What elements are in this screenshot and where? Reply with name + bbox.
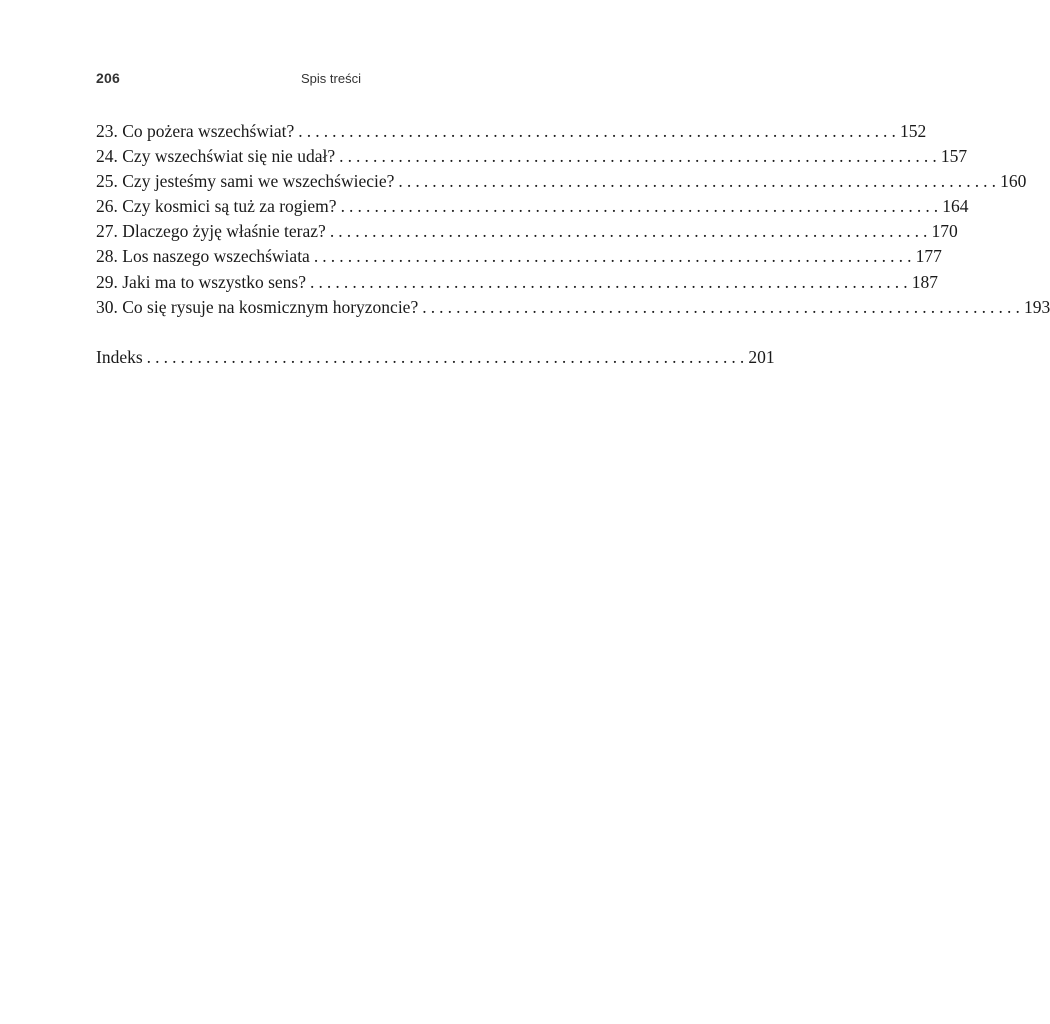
toc-entry-23: [96, 119, 927, 144]
toc-entry-title: 30. Co się rysuje na kosmicznym horyzoncie?: [96, 296, 419, 317]
toc-entry-page: 187: [911, 271, 938, 292]
toc-entry-title: 24. Czy wszechświat się nie udał?: [96, 146, 336, 167]
toc-entry-30: [96, 295, 1050, 320]
toc-entry-page: 152: [900, 121, 927, 141]
toc-entry-title: 25. Czy jesteśmy sami we wszechświecie?: [96, 171, 395, 192]
dot-leader: .......................................................................: [146, 346, 749, 367]
table-of-contents: [96, 119, 1050, 370]
toc-entry-page: 160: [1000, 171, 1027, 192]
toc-entry-title: 29. Jaki ma to wszystko sens?: [96, 271, 306, 292]
toc-entry-24: [96, 144, 968, 169]
page-number: 206: [96, 70, 120, 86]
dot-leader: .......................................................................: [298, 121, 900, 141]
dot-leader: .......................................................................: [329, 221, 932, 242]
toc-entry-title: 26. Czy kosmici są tuż za rogiem?: [96, 196, 337, 217]
dot-leader: .......................................................................: [398, 171, 1001, 192]
toc-entry-page: 157: [940, 146, 968, 167]
toc-entry-page: 164: [942, 196, 969, 217]
dot-leader: .......................................................................: [313, 246, 916, 267]
dot-leader: .......................................................................: [339, 146, 941, 167]
toc-entry-25: [96, 169, 1027, 194]
toc-entry-page: 177: [915, 246, 942, 267]
toc-entry-title: Indeks: [96, 346, 143, 367]
toc-entry-index: [96, 345, 775, 370]
dot-leader: .......................................................................: [422, 296, 1024, 317]
dot-leader: .......................................................................: [309, 271, 912, 292]
running-head: Spis treści: [301, 71, 361, 86]
toc-entry-title: 23. Co pożera wszechświat?: [96, 121, 295, 141]
toc-entry-28: [96, 244, 942, 269]
dot-leader: .......................................................................: [340, 196, 943, 217]
toc-entry-title: 27. Dlaczego żyję właśnie teraz?: [96, 221, 326, 242]
toc-entry-29: [96, 270, 938, 295]
toc-entry-26: [96, 194, 969, 219]
toc-entry-title: 28. Los naszego wszechświata: [96, 246, 310, 267]
toc-entry-page: 170: [931, 221, 958, 242]
toc-entry-27: [96, 219, 958, 244]
toc-entry-page: 193: [1023, 296, 1050, 317]
toc-entry-page: 201: [748, 346, 775, 367]
